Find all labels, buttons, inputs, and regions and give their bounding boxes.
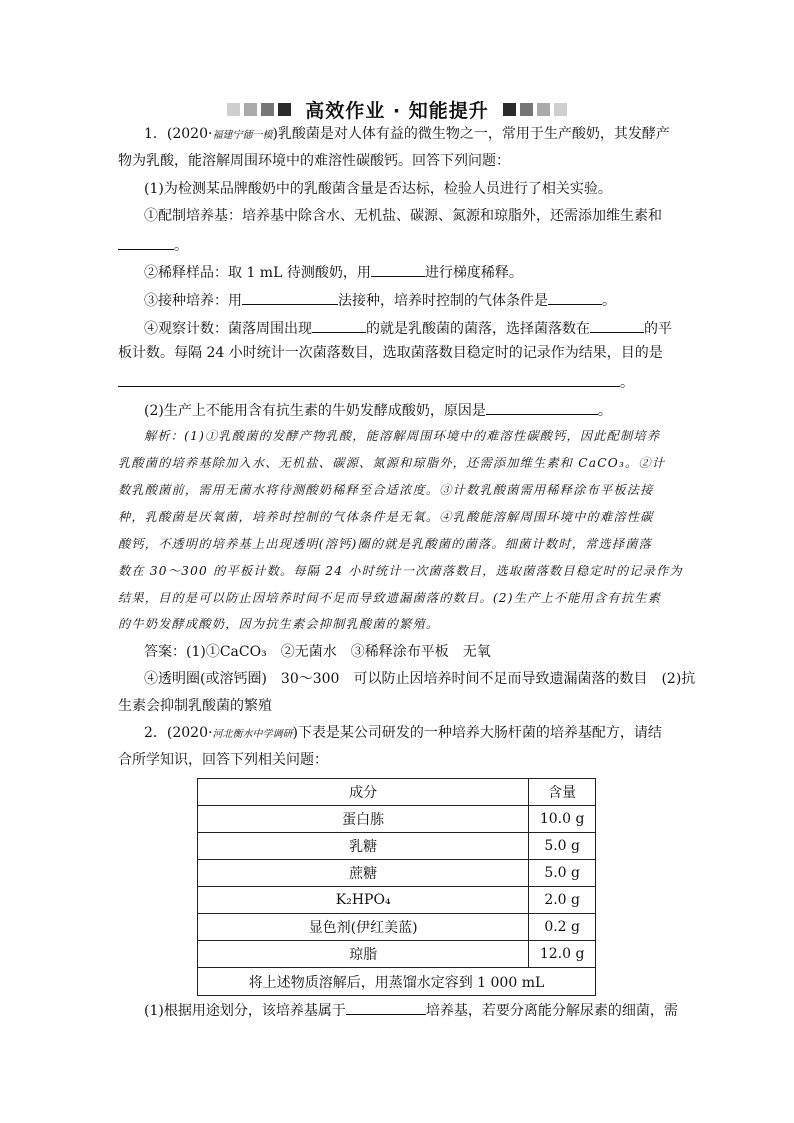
table-row [198,806,596,833]
q1-part1-intro: (1)为检测某品牌酸奶中的乳酸菌含量是否达标，检验人员进行了相关实验。 [144,181,612,197]
analysis-line: 结果，目的是可以防止因培养时间不足而导致遗漏菌落的数目。(2)生产上不能用含有抗生素 [118,591,661,605]
q1-part1-item2: ②稀释样品：取 1 mL 待测酸奶，用 进行梯度稀释。 [144,260,704,283]
table-row [198,860,596,887]
table-header-cell: 成分 [198,779,529,806]
table-row [198,887,596,914]
table-cell: K₂HPO₄ [198,887,529,914]
table-cell: 琼脂 [198,941,529,968]
answer-blank[interactable] [486,398,598,415]
q1-stem-line2: 物为乳酸，能溶解周围环境中的难溶性碳酸钙。回答下列问题： [118,153,510,169]
q2-stem-line2: 合所学知识，回答下列相关问题： [118,752,328,768]
analysis-line: 种，乳酸菌是厌氧菌，培养时控制的气体条件是无氧。④乳酸能溶解周围环境中的难溶性碳 [118,510,654,524]
q1-part2: (2)生产上不能用含有抗生素的牛奶发酵成酸奶，原因是 。 [144,398,704,421]
answer-blank[interactable] [312,316,366,333]
table-row [198,914,596,941]
table-cell: 显色剂(伊红美蓝) [198,914,529,941]
medium-formula-table [197,778,596,996]
table-cell: 10.0 g [529,806,596,833]
decor-squares-right [503,103,567,116]
answer-line: 答案：(1)①CaCO₃ ②无菌水 ③稀释涂布平板 无氧 [144,644,491,660]
table-note: 将上述物质溶解后，用蒸馏水定容到 1 000 mL [198,968,596,996]
q1-part1-item4-cont2: 。 [118,370,678,393]
table-cell: 5.0 g [529,833,596,860]
answer-blank[interactable] [242,288,338,305]
table-cell: 5.0 g [529,860,596,887]
answer-blank[interactable] [371,260,425,277]
table-cell: 乳糖 [198,833,529,860]
table-cell: 蔗糖 [198,860,529,887]
answer-blank[interactable] [548,288,602,305]
q1-part1-item3: ③接种培养：用 法接种，培养时控制的气体条件是 。 [144,288,704,311]
table-cell: 蛋白胨 [198,806,529,833]
answer-blank[interactable] [118,370,620,387]
section-header [0,95,794,123]
analysis-line: 解析：(1)①乳酸菌的发酵产物乳酸，能溶解周围环境中的难溶性碳酸钙，因此配制培养 [144,429,661,443]
table-row [198,833,596,860]
table-cell: 2.0 g [529,887,596,914]
q2-source: 河北衡水中学调研 [212,729,293,740]
q1-part1-item4: ④观察计数：菌落周围出现 的就是乳酸菌的菌落，选择菌落数在 的平 [144,316,704,339]
q1-stem-line1: 1．(2020·福建宁德一模)乳酸菌是对人体有益的微生物之一，常用于生产酸奶，其发酵产 [144,126,670,142]
analysis-line: 数在 30～300 的平板计数。每隔 24 小时统计一次菌落数目，选取菌落数目稳定时的记录作为 [118,564,683,578]
analysis-line: 数乳酸菌前，需用无菌水将待测酸奶稀释至合适浓度。③计数乳酸菌需用稀释涂布平板法接 [118,483,654,497]
answer-blank[interactable] [590,316,644,333]
table-header-cell: 含量 [529,779,596,806]
q2-part1: (1)根据用途划分，该培养基属于 培养基，若要分离能分解尿素的细菌，需 [144,998,704,1021]
answer-blank[interactable] [118,233,174,250]
decor-squares-left [227,103,291,116]
q1-source: 福建宁德一模 [212,130,273,141]
table-header-row [198,779,596,806]
answer-blank[interactable] [346,998,426,1015]
table-cell: 0.2 g [529,914,596,941]
table-note-row [198,968,596,996]
q2-stem-line1: 2．(2020·河北衡水中学调研)下表是某公司研发的一种培养大肠杆菌的培养基配方，请结 [144,725,662,741]
answer-line: ④透明圈(或溶钙圈) 30～300 可以防止因培养时间不足而导致遗漏菌落的数目 (2)抗 [144,671,696,687]
section-title: 高效作业 · 知能提升 [305,99,489,122]
q1-part1-item4-cont: 板计数。每隔 24 小时统计一次菌落数目，选取菌落数目稳定时的记录作为结果，目的是 [118,345,663,361]
q1-part1-item1-cont: 。 [118,233,678,256]
analysis-line: 酸钙，不透明的培养基上出现透明(溶钙)圈的就是乳酸菌的菌落。细菌计数时，常选择菌落 [118,537,653,551]
q1-part1-item1: ①配制培养基：培养基中除含水、无机盐、碳源、氮源和琼脂外，还需添加维生素和 [144,208,662,224]
table-row [198,941,596,968]
analysis-line: 乳酸菌的培养基除加入水、无机盐、碳源、氮源和琼脂外，还需添加维生素和 CaCO₃。②计 [118,456,666,470]
analysis-line: 的牛奶发酵成酸奶，因为抗生素会抑制乳酸菌的繁殖。 [118,617,440,631]
answer-line: 生素会抑制乳酸菌的繁殖 [118,698,272,714]
table-cell: 12.0 g [529,941,596,968]
